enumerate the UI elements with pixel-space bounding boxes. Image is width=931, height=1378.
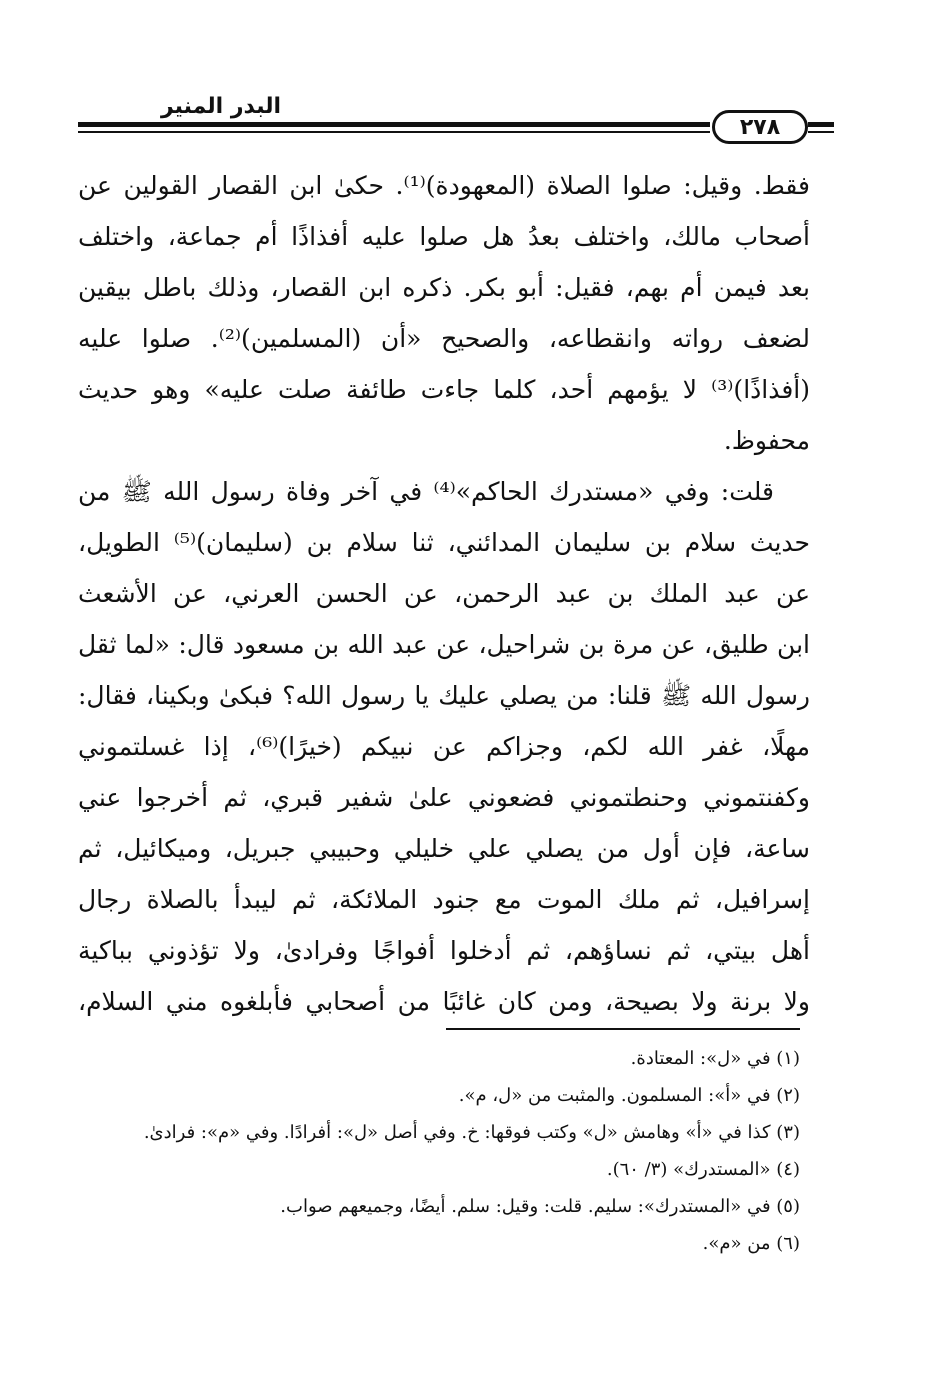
footnote: (٥) في «المستدرك»: سليم. قلت: وقيل: سلم. أيضًا، وجميعهم صواب. (280, 1196, 800, 1217)
text-line: ساعة، فإن أول من يصلي علي خليلي وحبيبي جبريل، وميكائيل، ثم (78, 834, 810, 863)
text-line: ابن طليق، عن مرة بن شراحيل، عن عبد الله بن مسعود قال: «لما ثقل (78, 630, 810, 659)
text-line: إسرافيل، ثم ملك الموت مع جنود الملائكة، ثم ليبدأ بالصلاة رجال (78, 885, 810, 914)
footnote: (١) في «ل»: المعتادة. (630, 1048, 800, 1069)
footnote-separator (446, 1028, 800, 1030)
text-line: عن عبد الملك بن عبد الرحمن، عن الحسن العرني، عن الأشعث (78, 579, 810, 608)
footnotes (60, 1040, 800, 1262)
main-text (78, 160, 810, 1027)
footnote: (٣) كذا في «أ» وهامش «ل» وكتب فوقها: خ. وفي أصل «ل»: أفرادًا. وفي «م»: فرادىٰ. (143, 1122, 800, 1143)
text-line: لضعف رواته وانقطاعه، والصحيح «أن (المسلمين)⁽²⁾. صلوا عليه (78, 324, 810, 353)
text-line: ولا برنة ولا بصيحة، ومن كان غائبًا من أصحابي فأبلغوه مني السلام، (78, 987, 810, 1016)
text-line: محفوظ. (723, 426, 810, 455)
text-line: وكفنتموني وحنطتموني فضعوني علىٰ شفير قبري، ثم أخرجوا عني (78, 783, 810, 812)
text-line: رسول الله ﷺ قلنا: من يصلي عليك يا رسول الله؟ فبكىٰ وبكينا، فقال: (78, 681, 810, 710)
text-line: مهلًا، غفر الله لكم، وجزاكم عن نبيكم (خيرًا)⁽⁶⁾، إذا غسلتموني (78, 732, 810, 761)
header-rule-thin (78, 131, 710, 133)
text-line: أهل بيتي، ثم نساؤهم، ثم أدخلوا أفواجًا وفرادىٰ، ولا تؤذوني بباكية (78, 936, 810, 965)
footnote: (٤) «المستدرك» (٣/ ٦٠). (606, 1159, 800, 1180)
text-line: فقط. وقيل: صلوا الصلاة (المعهودة)⁽¹⁾. حكىٰ ابن القصار القولين عن (78, 171, 810, 200)
page-number-frame (712, 110, 808, 144)
text-line: أصحاب مالك، واختلف بعدُ هل صلوا عليه أفذاذًا أم جماعة، واختلف (78, 222, 810, 251)
text-line: حديث سلام بن سليمان المدائني، ثنا سلام بن (سليمان)⁽⁵⁾ الطويل، (78, 528, 810, 557)
header-rule-thick (78, 122, 710, 127)
footnote: (٢) في «أ»: المسلمون. والمثبت من «ل، م». (458, 1085, 800, 1106)
running-head-title: البدر المنير (160, 94, 281, 119)
text-line: (أفذاذًا)⁽³⁾ لا يؤمهم أحد، كلما جاءت طائفة صلت عليه» وهو حديث (78, 375, 810, 404)
text-line: بعد فيمن أم بهم، فقيل: أبو بكر. ذكره ابن القصار، وذلك باطل بيقين (78, 273, 810, 302)
footnote: (٦) من «م». (702, 1233, 800, 1254)
header-rule-tail-thin (808, 131, 834, 133)
text-line: قلت: وفي «مستدرك الحاكم»⁽⁴⁾ في آخر وفاة رسول الله ﷺ من (78, 477, 774, 506)
header-rule-tail-thick (808, 122, 834, 127)
page-number: ٢٧٨ (739, 114, 781, 140)
